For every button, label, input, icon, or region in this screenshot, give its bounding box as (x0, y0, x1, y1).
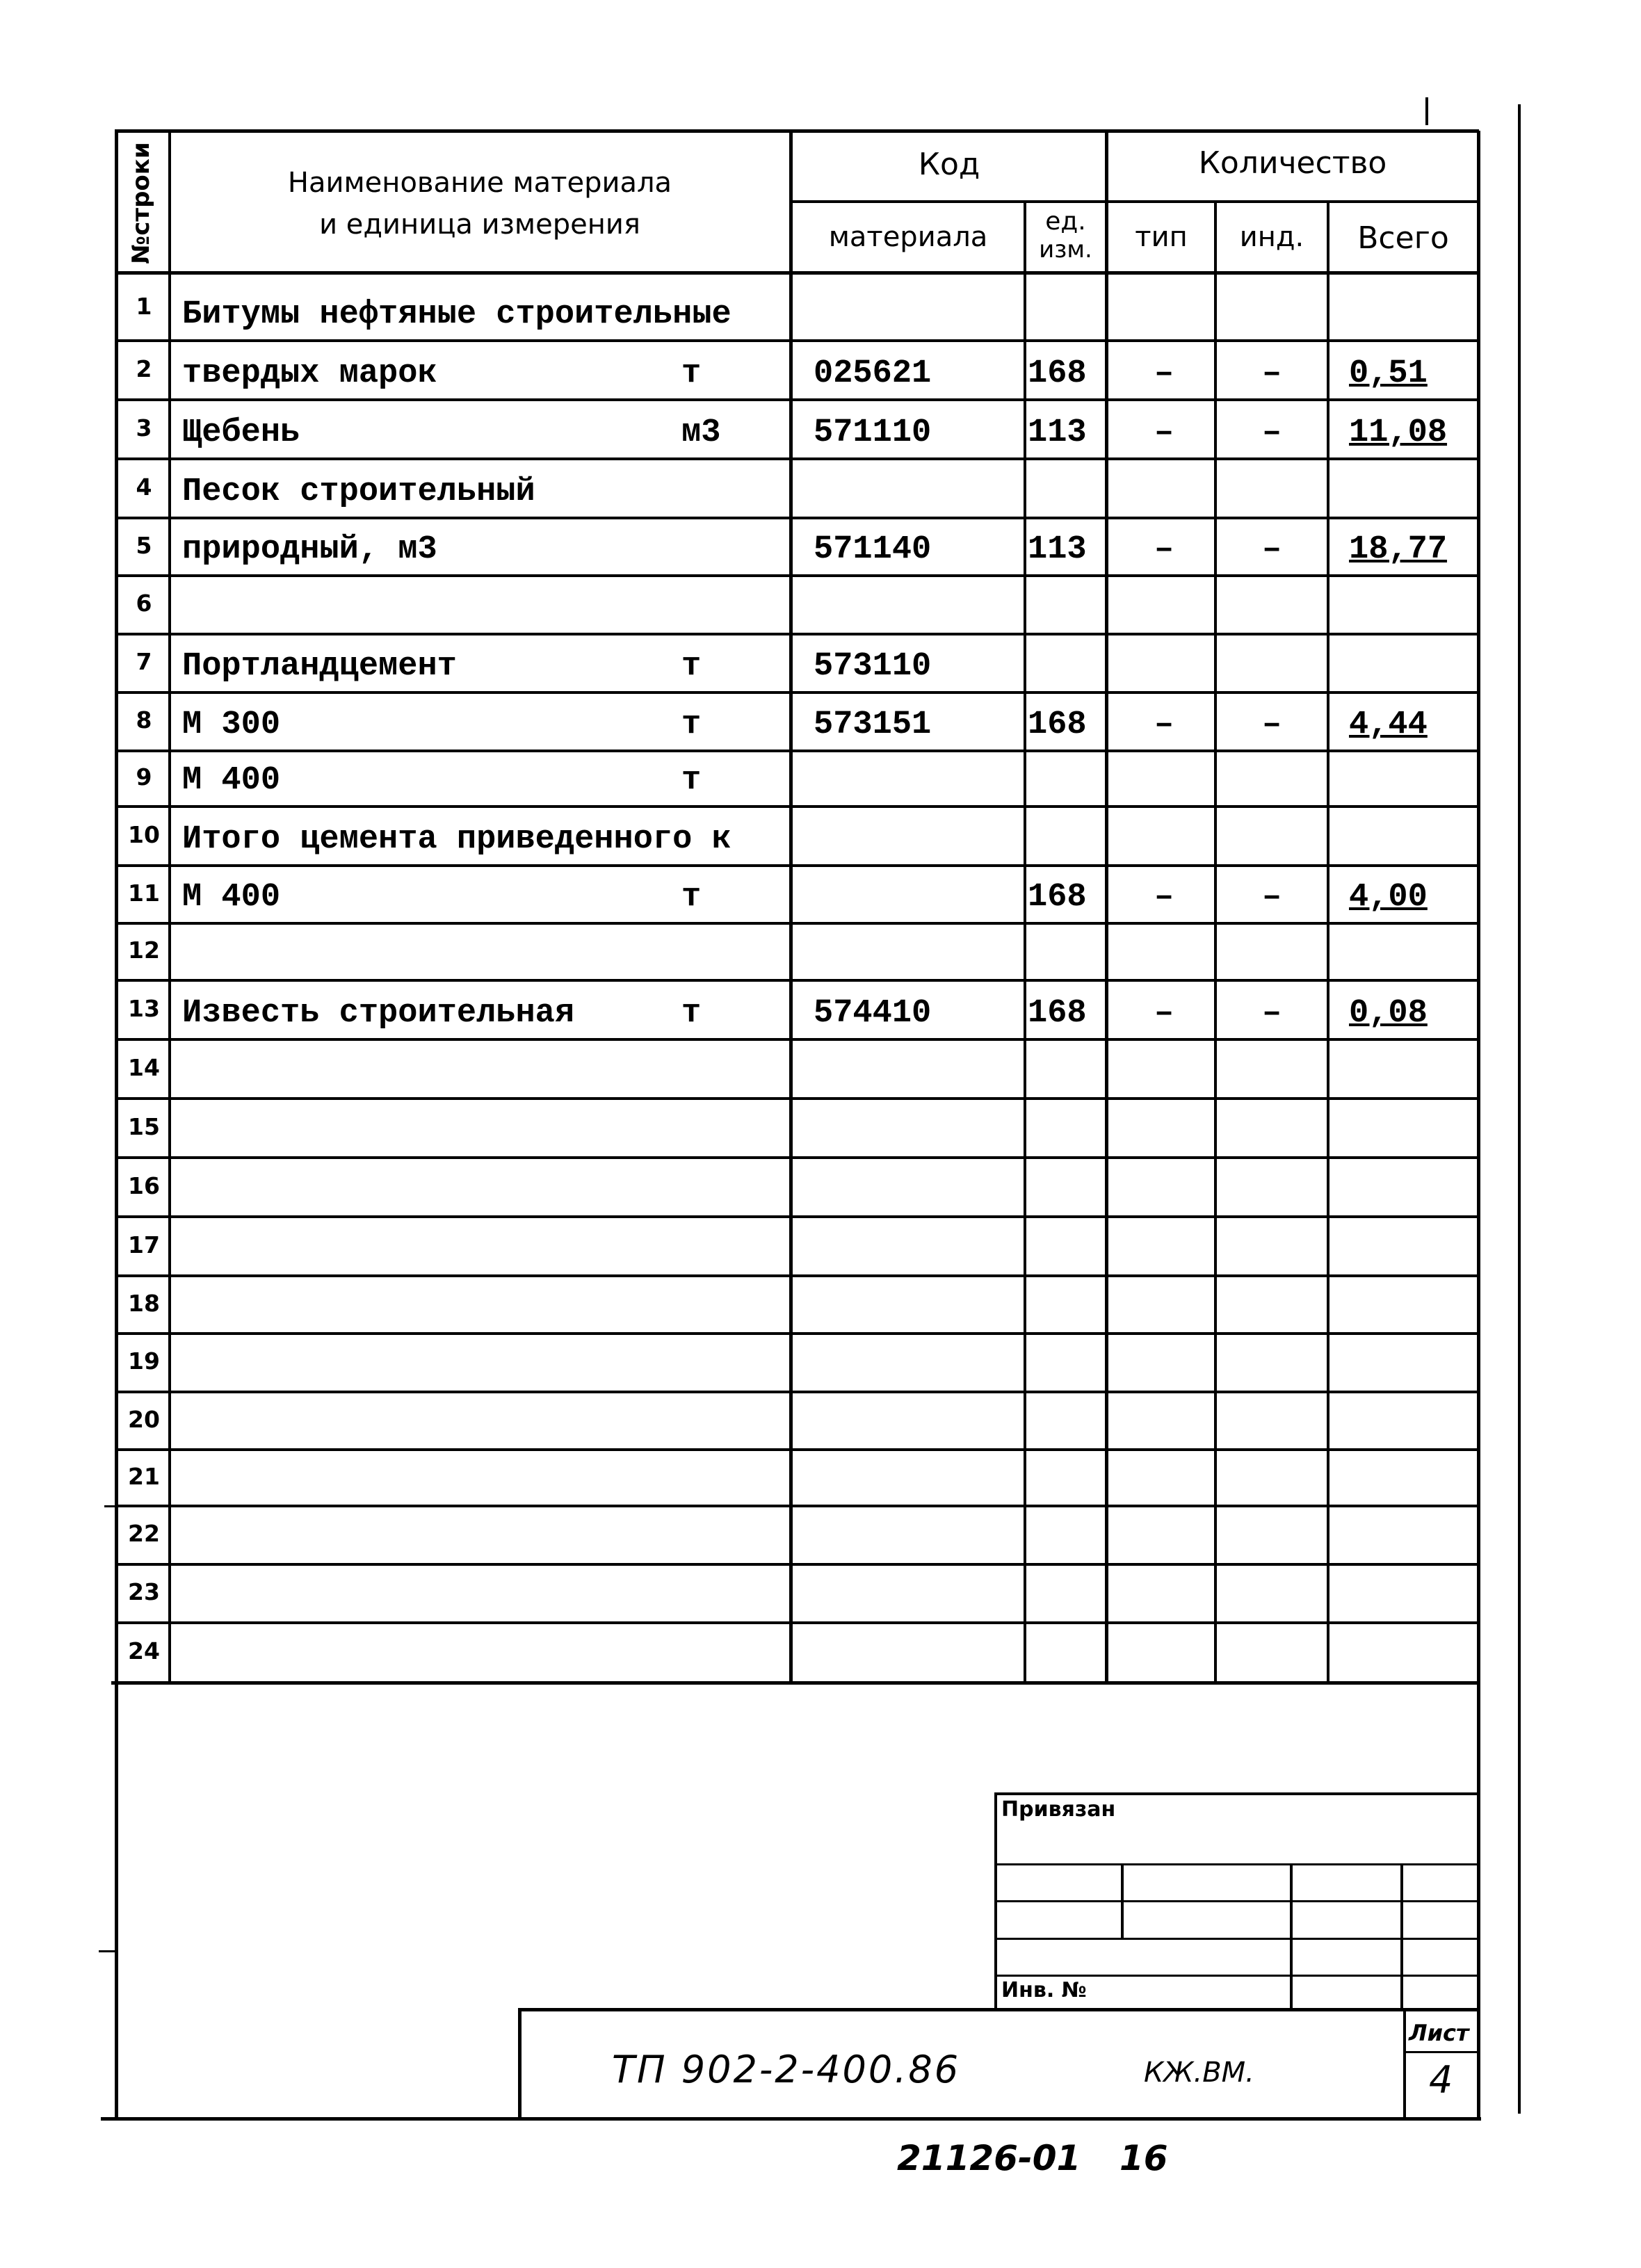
row-separator (115, 1621, 1479, 1624)
total-qty: 11,08 (1349, 414, 1448, 451)
col-line-material (1024, 202, 1026, 1683)
sheet-label-line (1405, 2051, 1478, 2053)
row-separator (115, 691, 1479, 694)
row-number: 16 (128, 1172, 160, 1199)
frame-top-line (115, 129, 1479, 133)
sheet-number: 4 (1429, 2058, 1453, 2102)
unit: м3 (681, 414, 721, 451)
row-number: 12 (128, 937, 160, 964)
material-header: материала (828, 221, 988, 253)
row-separator (115, 398, 1479, 401)
unit: т (681, 355, 702, 392)
row-separator (115, 922, 1479, 925)
material-name: Портландцемент (182, 648, 457, 685)
material-code: 571110 (814, 414, 932, 451)
row-separator (115, 1563, 1479, 1566)
frame-right-outer-line (1518, 104, 1521, 2114)
unit: т (681, 706, 702, 743)
row-number: 18 (128, 1290, 160, 1317)
total-qty: 0,51 (1349, 355, 1428, 392)
ind-qty: – (1262, 879, 1282, 916)
stamp-col-1 (1121, 1863, 1124, 1940)
material-name: Песок строительный (182, 473, 535, 510)
type-qty: – (1154, 355, 1174, 392)
material-name: природный, м3 (182, 531, 437, 568)
unit-code: 168 (1028, 706, 1087, 743)
material-name: М 400 (182, 762, 281, 799)
type-qty: – (1154, 414, 1174, 451)
code-header: Код (918, 147, 980, 182)
material-name: Известь строительная (182, 995, 575, 1032)
material-name: Щебень (182, 414, 300, 451)
material-code: 573151 (814, 706, 932, 743)
total-header: Всего (1357, 220, 1449, 256)
stamp-line-3 (996, 1938, 1480, 1940)
unit: т (681, 879, 702, 916)
frame-right-line (1477, 131, 1480, 2119)
row-separator (115, 1274, 1479, 1277)
row-separator (115, 1156, 1479, 1159)
row-number: 8 (136, 706, 152, 734)
row-separator (115, 805, 1479, 808)
unit: т (681, 648, 702, 685)
stamp-col-3 (1400, 1863, 1403, 2009)
row-separator (115, 1038, 1479, 1041)
row-number: 14 (128, 1054, 160, 1081)
row-separator (115, 457, 1479, 460)
col-line-type (1214, 202, 1217, 1683)
material-name: Итого цемента приведенного к (182, 821, 731, 858)
row-number: 10 (128, 821, 160, 848)
row-separator (115, 979, 1479, 982)
material-code: 574410 (814, 995, 932, 1032)
row-number: 19 (128, 1347, 160, 1375)
row-separator (115, 864, 1479, 867)
frame-bottom-line (101, 2117, 1481, 2121)
row-number: 22 (128, 1520, 160, 1547)
header-bottom-line (115, 271, 1479, 275)
stamp-line-2 (996, 1900, 1480, 1902)
stamp-col-2 (1290, 1863, 1293, 2009)
type-qty: – (1154, 879, 1174, 916)
header-subline (791, 200, 1479, 203)
corner-tick (1425, 97, 1428, 125)
type-qty: – (1154, 706, 1174, 743)
total-qty: 0,08 (1349, 995, 1428, 1032)
bound-label: Привязан (1001, 1797, 1116, 1822)
row-separator (115, 517, 1479, 519)
row-separator (115, 1505, 1479, 1507)
type-header: тип (1135, 221, 1188, 253)
row-number: 7 (136, 648, 152, 675)
row-number: 4 (136, 473, 152, 501)
name-header-line2: и единица измерения (319, 209, 640, 241)
quantity-header: Количество (1198, 145, 1387, 181)
row-separator (115, 1391, 1479, 1393)
row-number: 9 (136, 763, 152, 791)
ind-qty: – (1262, 355, 1282, 392)
footer-handwritten-code: 21126-01 (897, 2138, 1081, 2178)
row-separator (115, 633, 1479, 635)
unit-code: 113 (1028, 414, 1087, 451)
type-qty: – (1154, 531, 1174, 568)
footer-handwritten-number: 16 (1119, 2138, 1168, 2178)
row-number: 13 (128, 995, 160, 1022)
row-number: 3 (136, 414, 152, 442)
title-block-left-line (518, 2008, 522, 2119)
row-separator (115, 1097, 1479, 1100)
ind-qty: – (1262, 531, 1282, 568)
col-line-ind (1327, 202, 1329, 1683)
row-number-header: №строки (127, 142, 155, 264)
row-separator (115, 1332, 1479, 1335)
row-number: 2 (136, 355, 152, 382)
ind-header: инд. (1239, 221, 1304, 253)
ind-qty: – (1262, 706, 1282, 743)
row-separator (115, 574, 1479, 577)
material-code: 573110 (814, 648, 932, 685)
ind-qty: – (1262, 414, 1282, 451)
ind-qty: – (1262, 995, 1282, 1032)
row-number: 6 (136, 590, 152, 617)
row-number: 23 (128, 1578, 160, 1605)
unit: т (681, 762, 702, 799)
stamp-top-line (994, 1792, 1480, 1795)
type-qty: – (1154, 995, 1174, 1032)
sheet-label: Лист (1409, 2020, 1469, 2046)
document-code: ТП 902-2-400.86 (612, 2048, 961, 2091)
row-number: 15 (128, 1113, 160, 1140)
unit-code-header-line2: изм. (1039, 236, 1092, 264)
unit-code: 113 (1028, 531, 1087, 568)
row-separator (115, 750, 1479, 752)
unit-code: 168 (1028, 355, 1087, 392)
row-number: 20 (128, 1406, 160, 1433)
row-separator (115, 339, 1479, 342)
row-number: 11 (128, 880, 160, 907)
total-qty: 18,77 (1349, 531, 1448, 568)
name-header-line1: Наименование материала (287, 167, 672, 199)
row-separator (115, 1215, 1479, 1218)
row-separator (115, 1448, 1479, 1451)
table-bottom-line (111, 1681, 1480, 1685)
unit: т (681, 995, 702, 1032)
document-mark: КЖ.ВМ. (1144, 2057, 1254, 2089)
material-name: твердых марок (182, 355, 437, 392)
row-number: 17 (128, 1231, 160, 1258)
row-number: 21 (128, 1463, 160, 1490)
left-margin-tick-2 (99, 1950, 117, 1952)
material-code: 025621 (814, 355, 932, 392)
total-qty: 4,44 (1349, 706, 1428, 743)
stamp-line-4 (996, 1975, 1480, 1977)
material-name: Битумы нефтяные строительные (182, 296, 731, 333)
row-number: 24 (128, 1637, 160, 1664)
unit-code-header-line1: ед. (1045, 207, 1086, 236)
row-number: 1 (136, 293, 152, 320)
material-name: М 300 (182, 706, 281, 743)
material-name: М 400 (182, 879, 281, 916)
inventory-label: Инв. № (1001, 1978, 1087, 2002)
unit-code: 168 (1028, 995, 1087, 1032)
material-code: 571140 (814, 531, 932, 568)
sheet-cell-line (1403, 2008, 1406, 2119)
frame-left-line (115, 131, 118, 2119)
stamp-line-1 (996, 1863, 1480, 1865)
title-block-top-line (518, 2008, 1480, 2011)
unit-code: 168 (1028, 879, 1087, 916)
total-qty: 4,00 (1349, 879, 1428, 916)
row-number: 5 (136, 532, 152, 559)
